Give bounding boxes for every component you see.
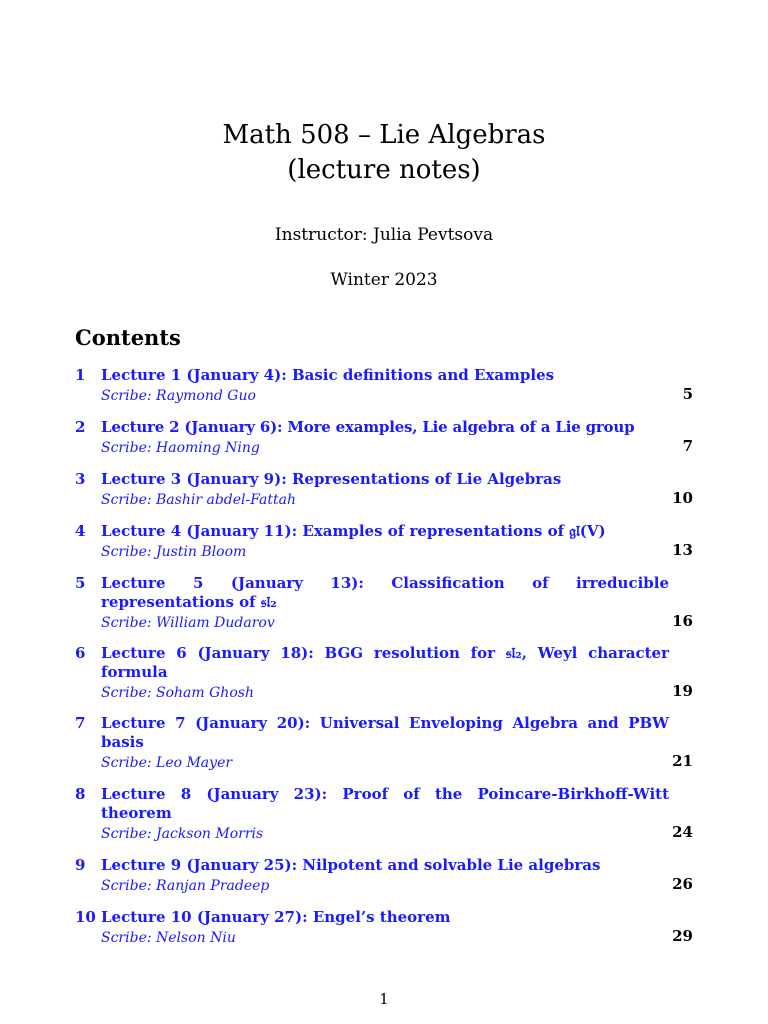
toc-entry-scribe: Scribe: Ranjan Pradeep (101, 878, 270, 894)
toc-entry-page[interactable]: 13 (672, 541, 693, 559)
toc-entry-number: 1 (75, 366, 86, 384)
toc-entry-page[interactable]: 24 (672, 823, 693, 841)
toc-entry-number: 10 (75, 908, 96, 926)
toc-entry-3[interactable] (75, 470, 695, 508)
toc-entry-scribe: Scribe: Justin Bloom (101, 544, 247, 560)
toc-entry-7[interactable] (75, 714, 695, 771)
toc-entry-scribe: Scribe: William Dudarov (101, 615, 275, 631)
toc-entry-page[interactable]: 19 (672, 682, 693, 700)
toc-entry-scribe: Scribe: Leo Mayer (101, 755, 233, 771)
toc-entry-page[interactable]: 16 (672, 612, 693, 630)
toc-entry-number: 2 (75, 418, 86, 436)
toc-entry-title[interactable]: Lecture 7 (January 20): Universal Enveloping Algebra and PBW basis (101, 714, 669, 751)
toc-entry-title[interactable]: Lecture 8 (January 23): Proof of the Poincare-Birkhoff-Witt theorem (101, 785, 669, 822)
toc-entry-page[interactable]: 26 (672, 875, 693, 893)
toc-entry-page[interactable]: 10 (672, 489, 693, 507)
toc-entry-title[interactable]: Lecture 6 (January 18): BGG resolution for 𝔰𝔩₂, Weyl character formula (101, 644, 669, 681)
toc-entry-scribe: Scribe: Haoming Ning (101, 440, 260, 456)
toc-entry-scribe: Scribe: Raymond Guo (101, 388, 256, 404)
toc-entry-1[interactable] (75, 366, 695, 404)
toc-entry-number: 3 (75, 470, 86, 488)
toc-entry-number: 8 (75, 785, 86, 803)
toc-entry-page[interactable]: 5 (682, 385, 693, 403)
toc-entry-page[interactable]: 7 (682, 437, 693, 455)
toc-entry-title[interactable]: Lecture 1 (January 4): Basic definitions and Examples (101, 366, 555, 384)
toc-entry-number: 7 (75, 714, 86, 732)
toc-entry-title[interactable]: Lecture 3 (January 9): Representations of Lie Algebras (101, 470, 562, 488)
document-subtitle: (lecture notes) (287, 155, 481, 185)
toc-entry-2[interactable] (75, 418, 695, 456)
toc-entry-title[interactable]: Lecture 10 (January 27): Engel’s theorem (101, 908, 451, 926)
term-line: Winter 2023 (330, 270, 438, 290)
toc-entry-6[interactable] (75, 644, 695, 701)
toc-entry-10[interactable] (75, 908, 695, 946)
toc-entry-number: 9 (75, 856, 86, 874)
toc-entry-number: 4 (75, 522, 86, 540)
toc-entry-5[interactable] (75, 574, 695, 631)
toc-entry-scribe: Scribe: Bashir abdel-Fattah (101, 492, 296, 508)
toc-entry-8[interactable] (75, 785, 695, 842)
contents-heading: Contents (75, 325, 181, 350)
toc-entry-4[interactable] (75, 522, 695, 560)
page-number: 1 (379, 990, 389, 1008)
toc-entry-scribe: Scribe: Jackson Morris (101, 826, 264, 842)
toc-entry-number: 5 (75, 574, 86, 592)
toc-entry-title[interactable]: Lecture 2 (January 6): More examples, Lie algebra of a Lie group (101, 418, 635, 436)
toc-entry-scribe: Scribe: Soham Ghosh (101, 685, 254, 701)
instructor-line: Instructor: Julia Pevtsova (274, 225, 494, 245)
document-title: Math 508 – Lie Algebras (222, 120, 546, 150)
toc-entry-page[interactable]: 21 (672, 752, 693, 770)
toc-entry-page[interactable]: 29 (672, 927, 693, 945)
toc-entry-9[interactable] (75, 856, 695, 894)
toc-entry-number: 6 (75, 644, 86, 662)
toc-entry-title[interactable]: Lecture 4 (January 11): Examples of representations of 𝔤𝔩(V) (101, 522, 606, 540)
toc-entry-title[interactable]: Lecture 9 (January 25): Nilpotent and solvable Lie algebras (101, 856, 601, 874)
toc-entry-title[interactable]: Lecture 5 (January 13): Classification of irreducible representations of 𝔰𝔩₂ (101, 574, 669, 611)
toc-entry-scribe: Scribe: Nelson Niu (101, 930, 236, 946)
